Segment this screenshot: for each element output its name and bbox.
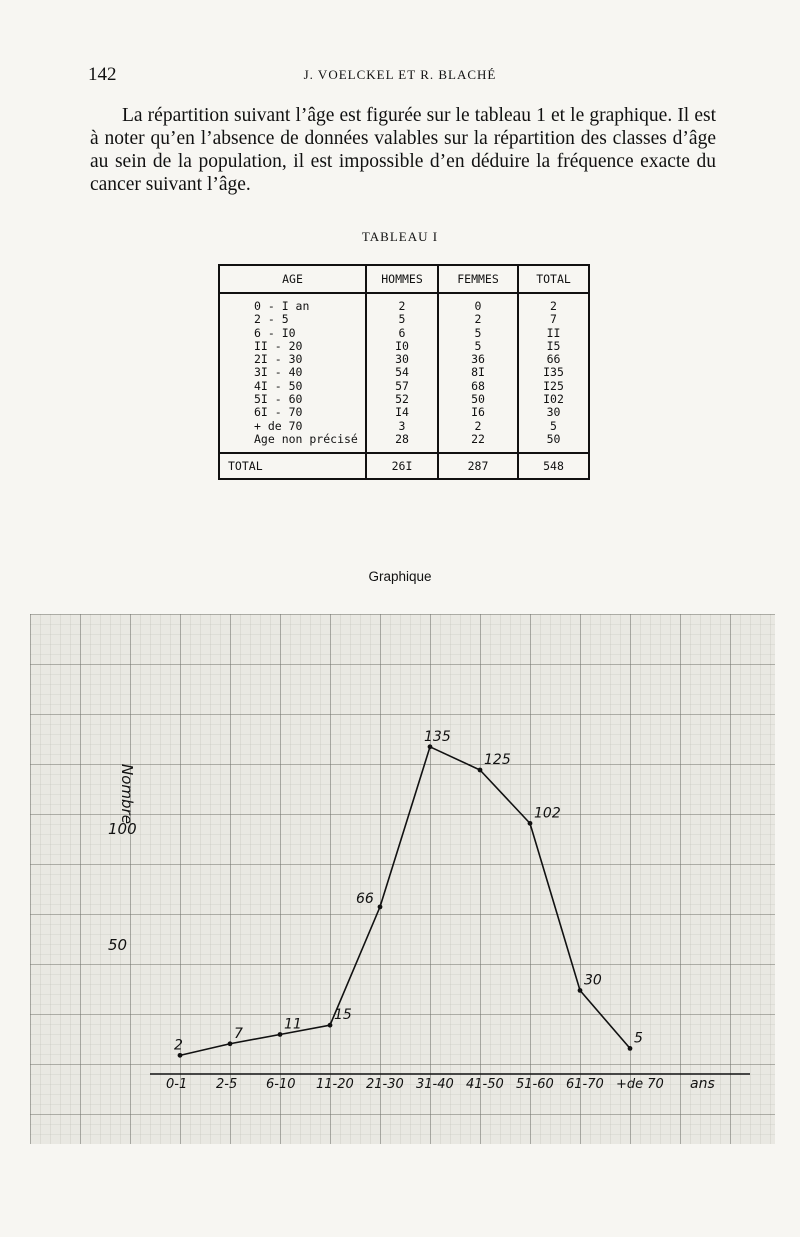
y-tick-label: 100 [108,820,137,838]
women-cell: 68 [438,380,518,393]
men-cell: 54 [366,366,438,379]
table-row [219,393,589,406]
table-row [219,327,589,340]
age-cell: 2 - 5 [254,312,289,327]
table-row [219,366,589,379]
total-cell: 7 [518,313,589,326]
total-cell: 5 [518,420,589,433]
chart-title: Graphique [368,569,432,584]
data-label: 11 [284,1016,302,1033]
age-cell: 6I - 70 [254,405,303,420]
total-cell: II [518,327,589,340]
table-total-row [219,453,589,479]
age-cell: 2I - 30 [254,352,303,367]
men-cell: 57 [366,380,438,393]
women-cell: I6 [438,406,518,419]
total-cell: 30 [518,406,589,419]
x-tick-label: 31-40 [416,1077,454,1092]
women-cell: 0 [438,293,518,313]
data-point [378,904,383,909]
age-cell: 4I - 50 [254,378,303,393]
column-header-women: FEMMES [438,265,518,293]
men-cell: 3 [366,420,438,433]
men-cell: 6 [366,327,438,340]
total-men: 26I [366,453,438,479]
page-number: 142 [88,64,117,85]
x-tick-label: 21-30 [366,1077,404,1092]
table-row [219,313,589,326]
age-distribution-table [218,264,590,480]
major-grid [30,614,775,1144]
data-label: 2 [174,1037,183,1054]
x-tick-label: 11-20 [316,1077,354,1092]
table-row [219,293,589,313]
women-cell: 22 [438,433,518,453]
total-label: TOTAL [219,453,366,479]
women-cell: 50 [438,393,518,406]
men-cell: 2 [366,293,438,313]
data-point [628,1046,633,1051]
data-label: 66 [356,890,374,907]
table-row [219,406,589,419]
y-tick-label: 50 [108,936,128,954]
table-row [219,353,589,366]
total-all: 548 [518,453,589,479]
total-cell: 66 [518,353,589,366]
table-header-row [219,265,589,293]
column-header-men: HOMMES [366,265,438,293]
x-axis-title: ans [690,1076,715,1092]
data-point [328,1023,333,1028]
total-cell: I35 [518,366,589,379]
data-label: 15 [334,1007,352,1024]
table-row [219,420,589,433]
age-cell: 0 - I an [254,299,310,313]
data-point [528,821,533,826]
total-cell: I25 [518,380,589,393]
men-cell: 28 [366,433,438,453]
data-label: 5 [634,1030,643,1047]
data-point [178,1053,183,1058]
men-cell: I4 [366,406,438,419]
data-label: 125 [484,752,511,768]
table-row [219,340,589,353]
data-point [478,768,483,773]
table-row [219,433,589,453]
data-label: 7 [234,1025,243,1042]
x-tick-label: +de 70 [616,1077,664,1092]
women-cell: 2 [438,420,518,433]
x-tick-label: 6-10 [266,1077,296,1092]
table-row [219,380,589,393]
data-point [428,744,433,749]
total-cell: 50 [518,433,589,453]
data-label: 30 [584,972,602,989]
women-cell: 2 [438,313,518,326]
age-cell: 5I - 60 [254,392,303,407]
y-axis-title: Nombre [118,764,136,824]
data-point [578,988,583,993]
x-tick-label: 61-70 [566,1077,604,1092]
men-cell: 5 [366,313,438,326]
age-cell: 6 - I0 [254,325,296,340]
men-cell: 30 [366,353,438,366]
x-tick-label: 2-5 [216,1077,238,1092]
age-cell: + de 70 [254,418,303,433]
body-paragraph: La répartition suivant l’âge est figurée sur le tableau 1 et le graphique. Il est à noter qu’en l’absence de données valables sur la répartition des classes d’âge au sein de la population, il est impossible d’en déduire la fréquence exacte du cancer suivant l’âge. [90,105,716,195]
age-cell: Age non précisé [254,431,358,446]
women-cell: 36 [438,353,518,366]
table-title: TABLEAU I [361,229,439,244]
total-cell: I02 [518,393,589,406]
x-tick-label: 0-1 [166,1077,188,1092]
women-cell: 8I [438,366,518,379]
total-women: 287 [438,453,518,479]
total-cell: I5 [518,340,589,353]
age-cell: 3I - 40 [254,365,303,380]
data-point [278,1032,283,1037]
age-line-chart [30,614,775,1144]
women-cell: 5 [438,327,518,340]
total-cell: 2 [518,293,589,313]
running-head [0,64,800,88]
column-header-age: AGE [219,265,366,293]
women-cell: 5 [438,340,518,353]
data-label: 102 [534,805,561,822]
column-header-total: TOTAL [518,265,589,293]
men-cell: 52 [366,393,438,406]
data-point [228,1041,233,1046]
x-tick-label: 51-60 [516,1077,554,1092]
age-cell: II - 20 [254,338,303,353]
data-label: 135 [424,728,451,745]
men-cell: I0 [366,340,438,353]
running-head-authors: J. VOELCKEL ET R. BLACHÉ [303,67,497,82]
x-tick-label: 41-50 [466,1077,504,1092]
